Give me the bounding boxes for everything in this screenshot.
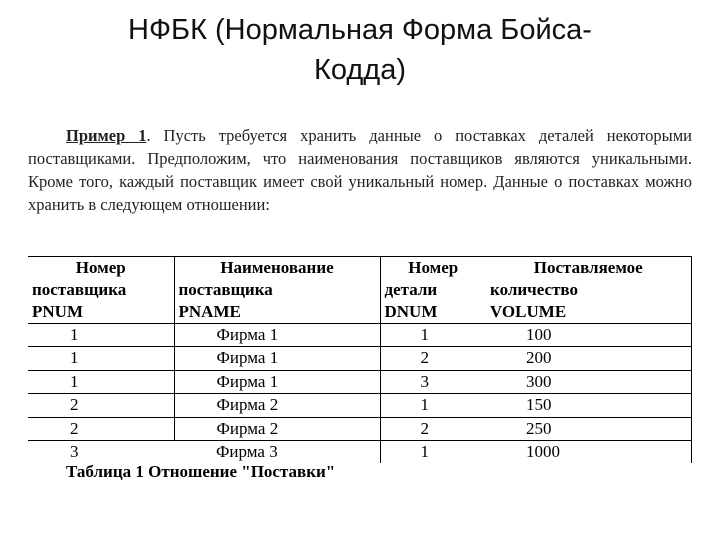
header-pnum-line1: Номер (75, 258, 126, 277)
table-row (28, 441, 691, 464)
table-row (28, 370, 691, 393)
header-dnum-line2: детали (384, 280, 438, 299)
table-row (28, 324, 691, 347)
cell-pnum: 3 (70, 442, 79, 462)
table-row (28, 394, 691, 417)
header-volume-line1: Поставляемое (533, 258, 643, 277)
cell-dnum: 1 (380, 394, 486, 417)
slide-title-line-2: Кодда) (313, 54, 406, 86)
cell-volume: 200 (486, 347, 691, 370)
cell-pname: Фирма 3 (174, 441, 380, 464)
slide-title-line-1: НФБК (Нормальная Форма Бойса- (128, 14, 592, 46)
cell-pname: Фирма 2 (174, 394, 380, 417)
example-label (66, 126, 146, 145)
cell-volume: 150 (486, 394, 691, 417)
cell-dnum: 1 (420, 442, 429, 462)
header-dnum-line1: Номер (408, 258, 459, 277)
cell-dnum: 2 (380, 417, 486, 440)
header-dnum (380, 257, 486, 324)
cell-volume: 250 (486, 417, 691, 440)
header-pnum-line2: поставщика (32, 280, 127, 299)
cell-dnum: 1 (380, 324, 486, 347)
table-caption: Таблица 1 Отношение "Поставки" (66, 462, 336, 481)
supplies-table-header (28, 257, 691, 324)
cell-pnum: 1 (28, 324, 174, 347)
cell-pname: Фирма 1 (174, 324, 380, 347)
cell-pnum: 1 (28, 347, 174, 370)
example-label-text: Пример 1 (66, 126, 147, 145)
supplies-table (28, 256, 692, 463)
header-pnum-line3: PNUM (32, 302, 83, 321)
cell-pnum: 1 (28, 370, 174, 393)
table-row (28, 417, 691, 440)
header-dnum-line3: DNUM (384, 302, 438, 321)
cell-pname: Фирма 1 (174, 347, 380, 370)
example-paragraph (28, 124, 692, 216)
cell-pnum: 2 (28, 417, 174, 440)
example-text: . Пусть требуется хранить данные о поставках деталей некоторыми поставщиками. Предположим, что наименования поставщиков являются уникальными. Кроме того, каждый поставщик имеет свой уникальный номер. Данные о поставках можно хранить в следующем отношении: (28, 126, 692, 214)
table-row (28, 347, 691, 370)
header-pname-line3: PNAME (178, 302, 241, 321)
cell-dnum: 3 (380, 370, 486, 393)
cell-volume: 1000 (486, 441, 691, 464)
cell-dnum: 2 (380, 347, 486, 370)
header-pname-line2: поставщика (178, 280, 273, 299)
cell-volume: 100 (486, 324, 691, 347)
header-volume-line3: VOLUME (490, 302, 567, 321)
header-pname-line1: Наименование (220, 258, 334, 277)
supplies-table-body (28, 324, 691, 464)
header-pnum (28, 257, 174, 324)
header-pname (174, 257, 380, 324)
slide-title (60, 10, 660, 90)
cell-pnum: 2 (28, 394, 174, 417)
cell-volume: 300 (486, 370, 691, 393)
header-volume-line2: количество (490, 280, 578, 299)
example-paragraph-body (28, 124, 692, 216)
cell-pname: Фирма 2 (174, 417, 380, 440)
header-volume (486, 257, 691, 324)
header-row (28, 257, 691, 324)
cell-pname: Фирма 1 (174, 370, 380, 393)
